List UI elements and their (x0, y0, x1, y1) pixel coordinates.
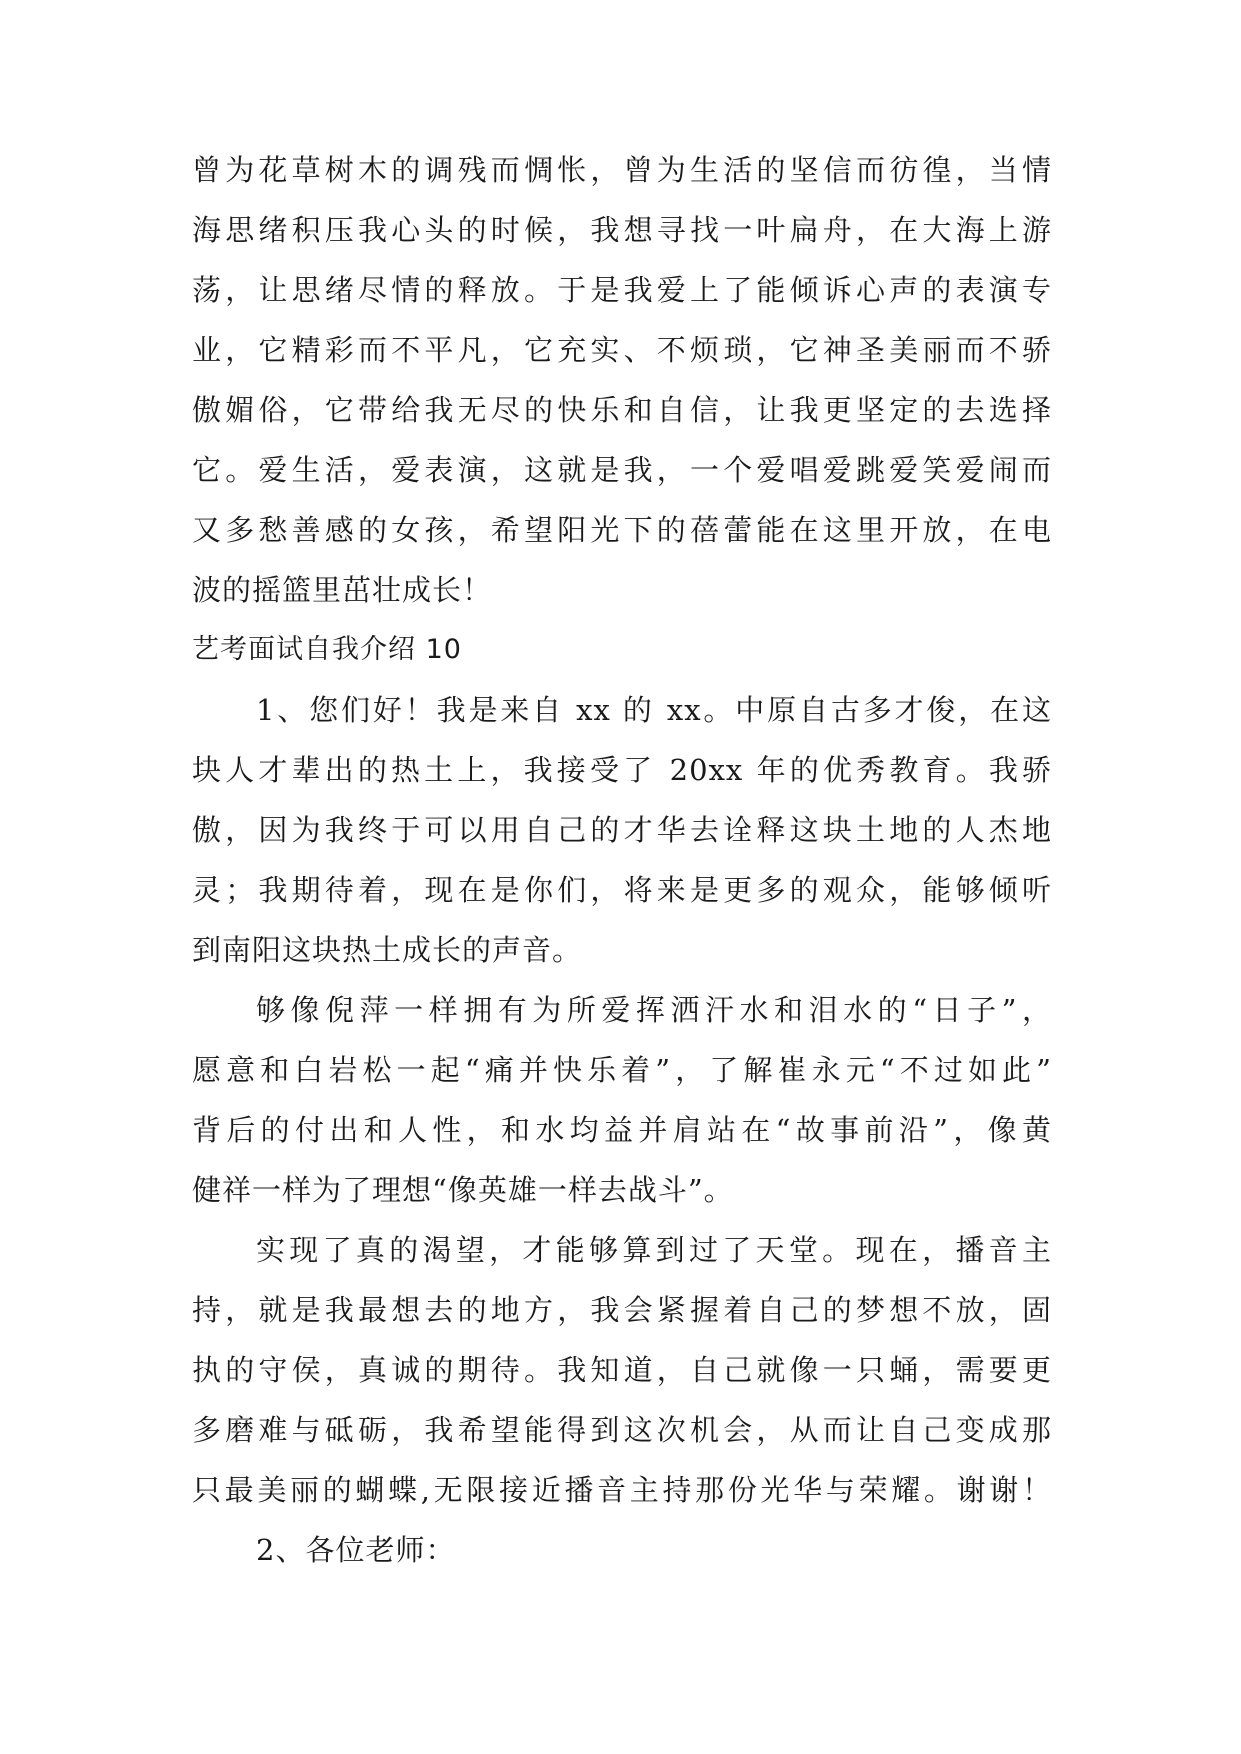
text-line: 业，它精彩而不平凡，它充实、不烦琐，它神圣美丽而不骄 (192, 333, 1052, 367)
text-line: 执的守侯，真诚的期待。我知道，自己就像一只蛹，需要更 (192, 1353, 1052, 1387)
text-line: 波的摇篮里茁壮成长！ (192, 573, 493, 607)
text-line: 健祥一样为了理想“像英雄一样去战斗”。 (192, 1173, 734, 1207)
text-line: 它。爱生活，爱表演，这就是我，一个爱唱爱跳爱笑爱闹而 (192, 453, 1052, 487)
text-line: 多磨难与砥砺，我希望能得到这次机会，从而让自己变成那 (192, 1413, 1052, 1447)
document-body (192, 140, 1052, 1580)
text-line: 块人才辈出的热土上，我接受了 20xx 年的优秀教育。我骄 (192, 753, 1052, 787)
text-line: 2、各位老师： (256, 1533, 456, 1567)
text-line: 灵；我期待着，现在是你们，将来是更多的观众，能够倾听 (192, 873, 1052, 907)
text-line: 只最美丽的蝴蝶,无限接近播音主持那份光华与荣耀。谢谢！ (192, 1473, 1052, 1507)
text-line: 曾为花草树木的调残而惆怅，曾为生活的坚信而彷徨，当情 (192, 153, 1052, 187)
text-line: 背后的付出和人性，和水均益并肩站在“故事前沿”，像黄 (192, 1113, 1052, 1147)
section-heading: 艺考面试自我介绍 10 (192, 634, 462, 665)
text-line: 实现了真的渴望，才能够算到过了天堂。现在，播音主 (256, 1233, 1052, 1267)
text-line: 够像倪萍一样拥有为所爱挥洒汗水和泪水的“日子”， (256, 993, 1052, 1027)
text-line: 傲媚俗，它带给我无尽的快乐和自信，让我更坚定的去选择 (192, 393, 1052, 427)
text-line: 1、您们好！我是来自 xx 的 xx。中原自古多才俊，在这 (256, 693, 1052, 727)
text-line: 又多愁善感的女孩，希望阳光下的蓓蕾能在这里开放，在电 (192, 513, 1052, 547)
text-line: 到南阳这块热土成长的声音。 (192, 933, 583, 967)
text-line: 愿意和白岩松一起“痛并快乐着”，了解崔永元“不过如此” (192, 1053, 1052, 1087)
text-line: 海思绪积压我心头的时候，我想寻找一叶扁舟，在大海上游 (192, 213, 1052, 247)
text-line: 傲，因为我终于可以用自己的才华去诠释这块土地的人杰地 (192, 813, 1052, 847)
text-line: 持，就是我最想去的地方，我会紧握着自己的梦想不放，固 (192, 1293, 1052, 1327)
text-line: 荡，让思绪尽情的释放。于是我爱上了能倾诉心声的表演专 (192, 273, 1052, 307)
